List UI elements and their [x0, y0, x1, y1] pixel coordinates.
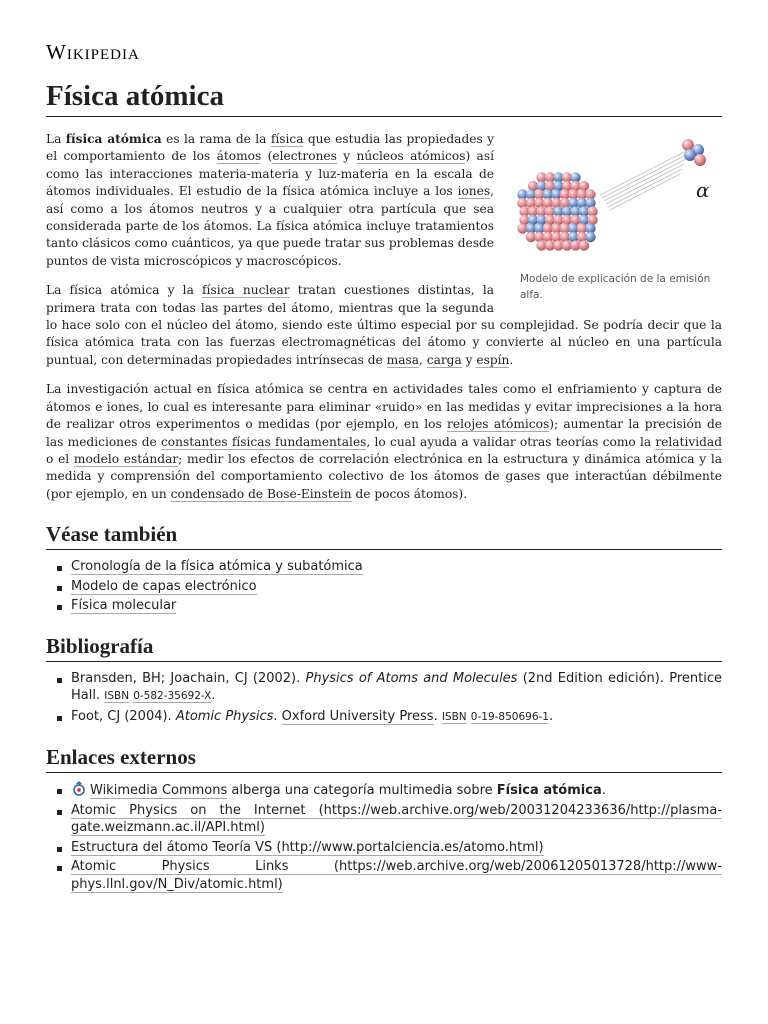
text: . [601, 783, 606, 799]
text: o el [46, 451, 74, 466]
text: tratan cuestiones distintas, la primera trata con todas las partes del átomo, mientras que la segunda lo hace solo con el núcleo del átomo, siendo este último especial por su complejidad. Se podría decir que la física atómica trata con las fuerzas electromagnéticas del átomo y convierte al núcleo en una partícula puntual, con determinadas propiedades intrínsecas de [46, 283, 722, 367]
page-title: Física atómica [46, 78, 722, 117]
link-fisica-nuclear[interactable]: física nuclear [202, 283, 290, 298]
text: , lo cual ayuda a validar otras teorías como la [366, 434, 656, 449]
proton [579, 240, 589, 250]
link-atomic-physics-links[interactable]: Atomic Physics Links (https://web.archive.org/web/20061205013728/http://www-phys.llnl.gov/N_Div/atomic.html) [71, 859, 722, 892]
link-relojes-atomicos[interactable]: relojes atómicos [447, 417, 550, 432]
heading-external-links: Enlaces externos [46, 744, 722, 773]
nucleus-particles [517, 172, 597, 250]
list-item [54, 708, 722, 727]
link-isbn-number[interactable]: 0-19-850696-1 [470, 710, 549, 723]
trail-line [606, 164, 684, 204]
wikipedia-logo[interactable]: Wikipedia [46, 40, 140, 64]
list-item [54, 839, 722, 857]
book-title: Atomic Physics [175, 708, 274, 724]
text: . [273, 708, 282, 724]
link-modelo-capas[interactable]: Modelo de capas electrónico [71, 578, 257, 594]
see-also-list [46, 558, 722, 615]
neutron [585, 232, 595, 242]
wikimedia-commons-icon [71, 781, 87, 797]
heading-bibliography: Bibliografía [46, 633, 722, 662]
article-page [46, 0, 722, 893]
external-links-list [46, 781, 722, 893]
text: La [46, 132, 66, 146]
bold-term: Física atómica [496, 783, 602, 799]
text: ) así como las interacciones materia-materia y luz-materia en la escala de átomos individuales. El estudio de la física atómica incluye a los [46, 149, 494, 199]
link-fisica-molecular[interactable]: Física molecular [71, 598, 177, 614]
text: Bransden, BH; Joachain, CJ (2002). [71, 670, 306, 686]
link-oxford-university-press[interactable]: Oxford University Press [281, 708, 434, 724]
text: y [336, 149, 357, 164]
book-title: Physics of Atoms and Molecules [305, 670, 518, 686]
text: es la rama de la [161, 132, 271, 146]
proton [694, 154, 706, 166]
alpha-trail [600, 149, 690, 210]
link-isbn-number[interactable]: 0-582-35692-X [133, 690, 212, 703]
link-constantes-fisicas[interactable]: constantes físicas fundamentales [160, 434, 367, 449]
alpha-particle [682, 139, 706, 166]
link-fisica[interactable]: física [270, 132, 304, 146]
nucleus-diagram[interactable] [512, 133, 722, 265]
link-isbn[interactable]: ISBN [441, 710, 467, 723]
link-masa[interactable]: masa [386, 352, 419, 367]
text: . [509, 352, 514, 367]
list-item [54, 670, 722, 706]
text: ; medir los efectos de correlación electrónica en la estructura y dinámica atómica y la medida y comprensión del comportamiento colectivo de los átomos de gases que interactúan débilmente (por ejemplo, en un [46, 451, 722, 501]
list-item [54, 858, 722, 893]
link-wikimedia-commons[interactable]: Wikimedia Commons [90, 783, 228, 799]
text: La investigación actual en física atómica se centra en actividades tales como el enfriamiento y captura de átomos e iones, lo cual es interesante para eliminar «ruido» en las medidas y evitar imprecisiones a la hora de realizar otros experimentos o medidas (por ejemplo, en los [46, 382, 722, 432]
text: alberga una categoría multimedia sobre [227, 783, 497, 799]
list-item [54, 597, 722, 615]
text: Foot, CJ (2004). [71, 708, 176, 724]
bold-term: física atómica [65, 132, 162, 146]
link-estructura-atomo[interactable]: Estructura del átomo Teoría VS (http://www.portalciencia.es/atomo.html) [71, 839, 544, 855]
link-espin[interactable]: espín [476, 352, 510, 367]
paragraph-research [46, 381, 722, 503]
link-modelo-estandar[interactable]: modelo estándar [73, 451, 179, 466]
list-item [54, 578, 722, 596]
text: . [433, 708, 442, 724]
article-body [46, 131, 722, 503]
link-condensado-bose-einstein[interactable]: condensado de Bose-Einstein [170, 486, 352, 501]
link-atomic-physics-internet[interactable]: Atomic Physics on the Internet (https://web.archive.org/web/20031204233636/http://plasma-gate.weizmann.ac.il/API.html) [71, 802, 722, 836]
figure-caption: Modelo de explicación de la emisión alfa. [520, 273, 711, 301]
trail-line [602, 154, 688, 198]
link-cronologia[interactable]: Cronología de la física atómica y subatómica [71, 559, 363, 575]
text: La física atómica y la [46, 283, 203, 298]
text: . [211, 688, 216, 704]
trail-line [604, 159, 686, 201]
text: , así como a los átomos neutros y a cualquier otra partícula que sea considerada parte de los átomos. La física atómica incluye tratamientos tanto clásicos como cuánticos, ya que puede tratar sus problemas desde puntos de vista microscópicos y macroscópicos. [46, 184, 494, 268]
trail-line [608, 169, 682, 207]
text: . [548, 708, 554, 724]
link-iones[interactable]: iones [457, 184, 491, 199]
link-carga[interactable]: carga [426, 352, 462, 367]
bibliography-list [46, 670, 722, 727]
text: ( [261, 149, 273, 164]
trail-line [610, 174, 680, 210]
list-item [54, 781, 722, 800]
list-item [54, 558, 722, 576]
heading-see-also: Véase también [46, 521, 722, 550]
text: , [419, 352, 427, 367]
text: ); aumentar la precisión de las mediciones de [46, 417, 722, 449]
link-atomos[interactable]: átomos [216, 149, 262, 164]
text: y [461, 352, 477, 367]
link-nucleos-atomicos[interactable]: núcleos atómicos [356, 149, 466, 164]
alpha-emission-figure [512, 133, 722, 303]
alpha-symbol: α [696, 178, 710, 202]
text: de pocos átomos). [351, 486, 468, 501]
text: que estudia las propiedades y el comportamiento de los [46, 132, 495, 164]
link-electrones[interactable]: electrones [272, 149, 337, 164]
link-relatividad[interactable]: relatividad [655, 434, 722, 449]
text: (2nd Edition edición). Prentice Hall. [71, 670, 722, 704]
link-isbn[interactable]: ISBN [104, 690, 130, 703]
list-item [54, 802, 722, 837]
